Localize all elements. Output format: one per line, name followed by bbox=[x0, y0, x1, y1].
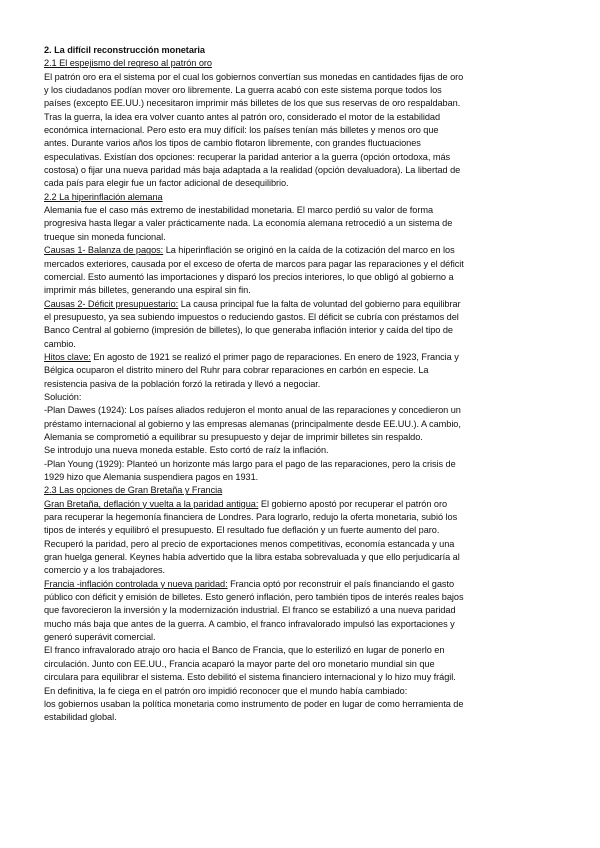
britain-line bbox=[44, 498, 556, 511]
france-label: Francia -inflación controlada y nueva paridad: bbox=[44, 578, 228, 589]
section-heading-2-2: 2.2 La hiperinflación alemana bbox=[44, 191, 163, 202]
section-heading-2-3: 2.3 Las opciones de Gran Bretaña y Francia bbox=[44, 485, 223, 496]
paragraph-line: los gobiernos usaban la política monetaria como instrumento de poder en lugar de como herramienta de bbox=[44, 698, 464, 709]
causes-2-text: La causa principal fue la falta de voluntad del gobierno para equilibrar bbox=[178, 298, 461, 309]
paragraph-line: para recuperar la hegemonía financiera de Londres. Para lograrlo, redujo la oferta monetaria, subió los bbox=[44, 512, 458, 523]
paragraph-line: Alemania fue el caso más extremo de inestabilidad monetaria. El marco perdió su valor de forma bbox=[44, 205, 434, 216]
paragraph-line: trueque sin moneda funcional. bbox=[44, 231, 166, 242]
paragraph-line: costosa) o fijar una nueva paridad más baja adaptada a la realidad (opción devaluadora). La libertad de bbox=[44, 165, 461, 176]
france-text: Francia optó por reconstruir el país financiando el gasto bbox=[227, 578, 455, 589]
paragraph-line: mercados exteriores, causada por el exceso de oferta de marcos para pagar las reparaciones y el déficit bbox=[44, 258, 464, 269]
paragraph-line: Banco Central al gobierno (impresión de billetes), lo que generaba inflación interior y caída del tipo de bbox=[44, 325, 453, 336]
paragraph-line: económica internacional. Pero esto era muy difícil: los países tenían más billetes y menos oro que bbox=[44, 125, 439, 136]
paragraph-line: que favorecieron la inversión y la modernización industrial. El franco se estabilizó a una nueva paridad bbox=[44, 605, 456, 616]
britain-text: El gobierno apostó por recuperar el patrón oro bbox=[258, 498, 448, 509]
section-heading-2-1: 2.1 El espejismo del regreso al patrón oro bbox=[44, 58, 212, 69]
milestones-label: Hitos clave: bbox=[44, 351, 91, 362]
paragraph-line: -Plan Dawes (1924): Los países aliados redujeron el monto anual de las reparaciones y concedieron un bbox=[44, 405, 461, 416]
paragraph-line: préstamo internacional al gobierno y las empresas alemanas (principalmente desde EE.UU.). A cambio, bbox=[44, 418, 461, 429]
france-line bbox=[44, 578, 556, 591]
paragraph-line: Bélgica ocuparon el distrito minero del Ruhr para cobrar reparaciones en carbón en especie. La bbox=[44, 365, 429, 376]
paragraph-line: cambio. bbox=[44, 338, 76, 349]
paragraph-line: tipos de interés y equilibró el presupuesto. El resultado fue deflación y un fuerte aumento del paro. bbox=[44, 525, 440, 536]
causes-1-line bbox=[44, 244, 556, 257]
paragraph-line: generó superávit comercial. bbox=[44, 632, 156, 643]
paragraph-line: cada país para elegir fue un factor adicional de desequilibrio. bbox=[44, 178, 289, 189]
paragraph-line: antes. Durante varios años los tipos de cambio flotaron libremente, con grandes fluctuaciones bbox=[44, 138, 421, 149]
paragraph-line: estabilidad global. bbox=[44, 712, 117, 723]
paragraph-line: y los ciudadanos podían mover oro libremente. La guerra acabó con este sistema porque todos los bbox=[44, 85, 442, 96]
causes-1-text: La hiperinflación se originó en la caída de la cotización del marco en los bbox=[163, 245, 455, 256]
paragraph-line: circulara para equilibrar el sistema. Esto debilitó el sistema financiero internacional y lo hizo muy frágil. bbox=[44, 672, 456, 683]
causes-2-line bbox=[44, 298, 556, 311]
paragraph-line: Tras la guerra, la idea era volver cuanto antes al patrón oro, considerado el motor de la estabilidad bbox=[44, 111, 441, 122]
britain-label: Gran Bretaña, deflación y vuelta a la paridad antigua: bbox=[44, 498, 259, 509]
paragraph-line: En definitiva, la fe ciega en el patrón oro impidió reconocer que el mundo había cambiado: bbox=[44, 685, 408, 696]
milestones-text: En agosto de 1921 se realizó el primer pago de reparaciones. En enero de 1923, Francia y bbox=[90, 351, 459, 362]
paragraph-line: gran huelga general. Keynes había advertido que la libra estaba sobrevaluada y que ello perjudicaría al bbox=[44, 552, 460, 563]
paragraph-line: Se introdujo una nueva moneda estable. Esto cortó de raíz la inflación. bbox=[44, 445, 329, 456]
milestones-line bbox=[44, 351, 556, 364]
solution-label: Solución: bbox=[44, 391, 82, 402]
paragraph-line: resistencia pasiva de la población forzó la retirada y llevó a negociar. bbox=[44, 378, 321, 389]
causes-2-label: Causas 2- Déficit presupuestario: bbox=[44, 298, 179, 309]
paragraph-line: El patrón oro era el sistema por el cual los gobiernos convertían sus monedas en cantidades fijas de oro bbox=[44, 71, 464, 82]
paragraph-line: público con déficit y emisión de billetes. Esto generó inflación, pero también tipos de interés reales bajos bbox=[44, 592, 464, 603]
paragraph-line: -Plan Young (1929): Planteó un horizonte más largo para el pago de las reparaciones, pero la crisis de bbox=[44, 458, 456, 469]
paragraph-line: 1929 hizo que Alemania suspendiera pagos en 1931. bbox=[44, 472, 259, 482]
paragraph-line: Recuperó la paridad, pero al precio de exportaciones menos competitivas, economía estancada y una bbox=[44, 538, 455, 549]
paragraph-line: circulación. Junto con EE.UU., Francia acaparó la mayor parte del oro monetario mundial sin que bbox=[44, 658, 435, 669]
paragraph-line: comercial. Esto aumentó las importaciones y disparó los precios interiores, lo que obligó al gobierno a bbox=[44, 271, 454, 282]
paragraph-line: El franco infravalorado atrajo oro hacia el Banco de Francia, que lo esterilizó en lugar de ponerlo en bbox=[44, 645, 445, 656]
paragraph-line: Alemania se comprometió a equilibrar su presupuesto y dejar de imprimir billetes sin respaldo. bbox=[44, 431, 423, 442]
document-title: 2. La difícil reconstrucción monetaria bbox=[44, 45, 205, 55]
paragraph-line: imprimir más billetes, generando una espiral sin fin. bbox=[44, 285, 251, 296]
paragraph-line: progresiva hasta llegar a valer prácticamente nada. La economía alemana retrocedió a un sistema de bbox=[44, 218, 453, 229]
paragraph-line: países (excepto EE.UU.) necesitaron imprimir más billetes de los que sus reservas de oro respaldaban. bbox=[44, 98, 461, 109]
paragraph-line: mucho más baja que antes de la guerra. A cambio, el franco infravalorado impulsó las exportaciones y bbox=[44, 618, 455, 629]
paragraph-line: el presupuesto, ya sea subiendo impuestos o reduciendo gastos. El déficit se cubría con préstamos del bbox=[44, 311, 459, 322]
causes-1-label: Causas 1- Balanza de pagos: bbox=[44, 245, 164, 256]
paragraph-line: especulativas. Existían dos opciones: recuperar la paridad anterior a la guerra (opción ortodoxa, más bbox=[44, 151, 451, 162]
paragraph-line: comercio y a los trabajadores. bbox=[44, 565, 166, 576]
